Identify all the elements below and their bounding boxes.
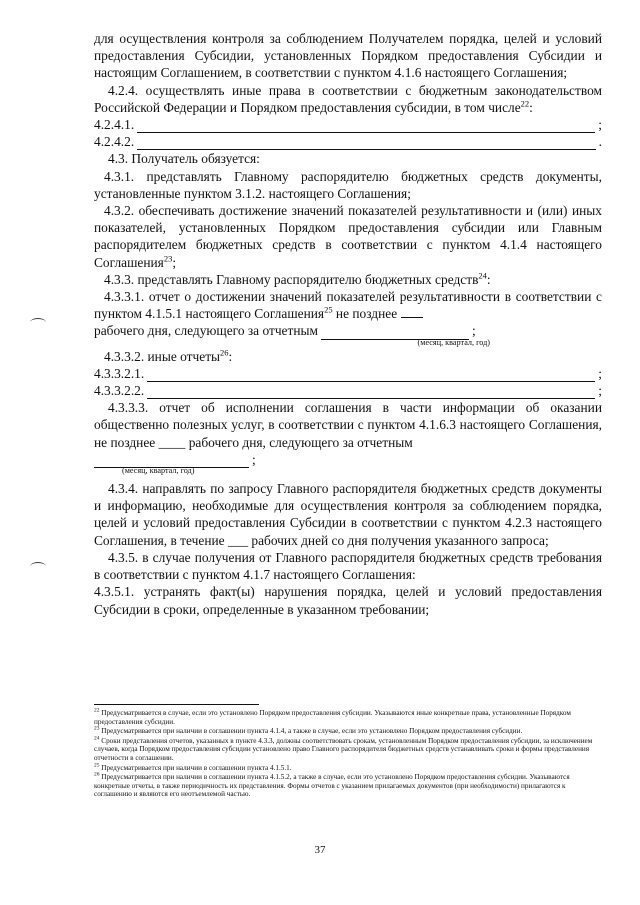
period-caption: (месяц, квартал, год) (417, 337, 490, 347)
paragraph-text: 4.3.3. представлять Главному распорядителю бюджетных средств (104, 271, 479, 287)
footnotes (94, 709, 602, 800)
footnote (94, 737, 602, 763)
footnote-ref: 25 (324, 304, 333, 315)
footnote (94, 727, 602, 736)
item-label: 4.3.3.2.1. (94, 365, 145, 381)
footnote-separator (94, 704, 259, 705)
main-text (94, 30, 602, 618)
footnote-text: Предусматривается в случае, если это установлено Порядком предоставления субсидии. Указываются иные конкретные права, установленные Порядком предоставления субсидии. (94, 709, 571, 726)
paragraph-4-3-3-3: 4.3.3.3. отчет об исполнении соглашения в части информации об оказании общественно полезных услуг, в соответствии с пунктом 4.1.6.3 настоящего Соглашения, не позднее ____ рабочего дня, следующего за отчетным (94, 400, 602, 450)
paragraph-4-3-1: 4.3.1. представлять Главному распорядителю бюджетных средств документы, установленные пунктом 3.1.2. настоящего Соглашения; (94, 168, 602, 201)
punctuation: ; (598, 365, 602, 381)
footnote-text: Предусматривается при наличии в соглашении пункта 4.1.5.2, а также в случае, если это установлено Порядком предоставления субсидии. Указываются конкретные отчеты, в также периодичность их представления. Формы отчетов с указанием прилагаемых документов (при необходимости) прилагаются к соглашению и являются его неотъемлемой частью. (94, 773, 570, 799)
paragraph-4-3-5-1: 4.3.5.1. устранять факт(ы) нарушения порядка, целей и условий предоставления Субсидии в сроки, определенные в указанном требовании; (94, 584, 602, 617)
punctuation: ; (472, 323, 476, 339)
page-number: 37 (314, 844, 326, 856)
paragraph-4-3-3-1 (94, 288, 602, 322)
item-label: 4.2.4.2. (94, 134, 135, 150)
paragraph-text: 4.3.3.1. отчет о достижении значений показателей результативности в соответствии с пунктом 4.1.5.1 настоящего Соглашения (94, 289, 602, 322)
punctuation: ; (598, 383, 602, 399)
blank-line (137, 119, 595, 133)
punctuation: : (486, 271, 491, 287)
fill-line-4-2-4-2 (94, 133, 602, 150)
footnote (94, 773, 602, 799)
period-caption: (месяц, квартал, год) (122, 466, 195, 476)
paragraph-4-2-4 (94, 82, 602, 116)
paragraph-4-3-5: 4.3.5. в случае получения от Главного распорядителя бюджетных средств требования в соответствии с пунктом 4.1.7 настоящего Соглашения: (94, 549, 602, 583)
fill-line-4-2-4-1 (94, 116, 602, 133)
blank-line (401, 305, 423, 318)
item-label: 4.3.3.2.2. (94, 383, 145, 399)
footnote (94, 764, 602, 773)
fill-line-4-3-3-2-2 (94, 382, 602, 399)
paragraph-4-3-3 (94, 271, 602, 288)
item-label: 4.2.4.1. (94, 117, 135, 133)
paragraph-text: 4.3.3.2. иные отчеты (104, 348, 221, 364)
footnote-text: Сроки представления отчетов, указанных в пункте 4.3.3, должны соответствовать срокам, установленным Порядком предоставления субсидии, за исключением случаев, когда Порядком предоставления субсидии установлено право Главного распорядителя бюджетных средств устанавливать сроки и формы представления отчетности в соглашении. (94, 736, 593, 762)
footnote-ref: 22 (520, 98, 530, 109)
footnote (94, 709, 602, 726)
footnote-text: Предусматривается при наличии в соглашении пункта 4.1.5.1. (101, 763, 292, 772)
punctuation: : (228, 348, 233, 364)
punctuation: ; (252, 451, 256, 467)
footnote-number: 22 (94, 707, 100, 714)
paragraph-4-3-2 (94, 202, 602, 271)
footnote-ref: 24 (478, 270, 487, 281)
footnote-ref: 26 (220, 347, 229, 358)
footnote-ref: 23 (163, 253, 173, 264)
blank-line (147, 385, 595, 399)
paragraph-4-3-4: 4.3.4. направлять по запросу Главного распорядителя бюджетных средств документы и информацию, необходимые для осуществления контроля за соблюдением порядка, целей и условий предоставления Субсидии в соответствии с пунктом 4.2.3 настоящего Соглашения, в течение ___ рабочих дней со дня получения указанного запроса; (94, 481, 602, 548)
scan-margin-mark (30, 318, 46, 327)
footnote-number: 26 (94, 771, 100, 778)
blank-line (147, 368, 595, 382)
scan-margin-mark (30, 562, 46, 571)
punctuation: ; (172, 254, 177, 270)
footnote-number: 25 (94, 762, 100, 769)
paragraph-4-3: 4.3. Получатель обязуется: (108, 151, 260, 167)
footnote-number: 24 (94, 735, 100, 742)
punctuation: ; (598, 117, 602, 133)
paragraph-text: 4.2.4. осуществлять иные права в соответствии с бюджетным законодательством Российской Федерации и Порядком предоставления субсидии, в том числе (94, 82, 602, 115)
paragraph: для осуществления контроля за соблюдением Получателем порядка, целей и условий предоставления Субсидии, установленных Порядком предоставления Субсидии и настоящим Соглашением, в соответствии с пунктом 4.1.6 настоящего Соглашения; (94, 31, 602, 81)
paragraph-text: не позднее (332, 306, 401, 322)
paragraph-text: 4.3.2. обеспечивать достижение значений показателей результативности и (или) иных показателей, установленных Порядком предоставления субсидии или Главным распорядителем бюджетных средств в соответствии с пунктом 4.1.4 настоящего Соглашения (94, 203, 602, 270)
footnote-number: 23 (94, 725, 100, 732)
footnote-text: Предусматривается при наличии в соглашении пункта 4.1.4, а также в случае, если это установлено Порядком предоставления субсидии. (101, 727, 523, 736)
punctuation: . (598, 134, 602, 150)
blank-line (137, 136, 595, 150)
fill-line-4-3-3-2-1 (94, 365, 602, 382)
paragraph-text: рабочего дня, следующего за отчетным (94, 323, 318, 339)
paragraph-4-3-3-2 (94, 348, 602, 365)
punctuation: : (529, 99, 533, 115)
